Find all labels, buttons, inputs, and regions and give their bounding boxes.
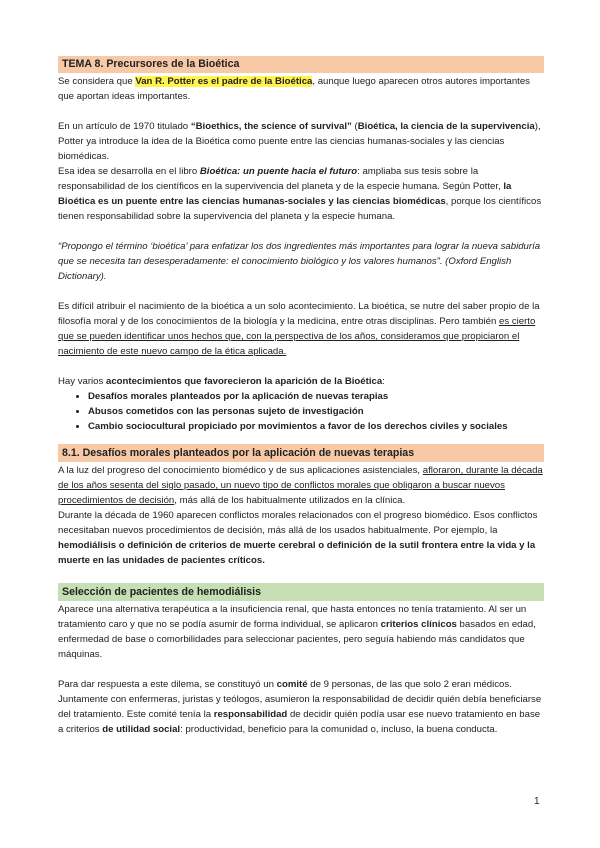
section-heading-tema8: TEMA 8. Precursores de la Bioética (58, 56, 544, 73)
text-run: Aparece una alternativa terapéutica a la insuficiencia renal, que hasta entonces no tenía tratamiento. Al ser un tratamiento caro y que no se podía asumir de forma individual, se aplicaron (58, 604, 527, 630)
underlined-text: afloraron, durante la década de los años sesenta del siglo pasado, un nuevo tipo de conflictos morales que obligaron a buscar nuevos procedimientos de decisión (58, 465, 543, 506)
text-run: Se considera que (58, 76, 136, 87)
page-number: 1 (534, 796, 540, 807)
text-run: Durante la década de 1960 aparecen conflictos morales relacionados con el progreso biomédico. Esos conflictos necesitaban nuevos procedimientos de decisión, más allá de los usados habitualmente. Por ejemplo, la (58, 510, 538, 536)
paragraph-origin (58, 299, 544, 359)
list-item: • Desafíos morales planteados por la aplicación de nuevas terapias (88, 389, 544, 404)
text-run: Hay varios (58, 376, 106, 387)
text-run: Es difícil atribuir el nacimiento de la bioética a un solo acontecimiento. La bioética, se nutre del saber propio de la filosofía moral y de los conocimientos de la biología y la medicina, entre otras disciplinas. Pero también (58, 301, 540, 327)
list-item: • Cambio sociocultural propiciado por movimientos a favor de los derechos civiles y sociales (88, 419, 544, 434)
quote-text: “Propongo el término ‘bioética’ para enfatizar los dos ingredientes más importantes para lograr la nueva sabiduría que se necesita tan desesperadamente: el conocimiento biológico y los valores humanos”. (Oxford English Dictionary). (58, 241, 541, 282)
text-run: Para dar respuesta a este dilema, se constituyó un (58, 679, 277, 690)
quote-paragraph (58, 239, 544, 284)
section-heading-8-1: 8.1. Desafíos morales planteados por la aplicación de nuevas terapias (58, 444, 544, 462)
spacer (58, 224, 544, 239)
spacer (58, 104, 544, 119)
bold-text: definición de criterios de muerte cerebral o definición de la sutil frontera entre la vida y la muerte en las unidades de pacientes críticos. (58, 540, 536, 566)
text-run: de 9 personas, de las que solo 2 eran médicos. Juntamente con enfermeras, juristas y teólogos, asumieron la responsabilidad de decidir quién debía beneficiarse del tratamiento. Este comité tenía la (58, 679, 542, 720)
document-page (58, 56, 544, 737)
bold-text: criterios clínicos (380, 619, 457, 630)
text-run: o (116, 540, 128, 551)
highlighted-text: Van R. Potter es el padre de la Bioética (135, 76, 313, 87)
text-run: , más allá de los habitualmente utilizados en la clínica. (174, 495, 406, 506)
text-run: , porque los científicos tienen responsabilidad sobre la supervivencia del planeta y la especie humana. (58, 196, 542, 222)
article-translation: Bioética, la ciencia de la supervivencia (357, 121, 535, 132)
underlined-text: es cierto que se pueden identificar unos hechos que, con la perspectiva de los años, consideramos que propiciaron el nacimiento de este nuevo campo de la ética aplicada. (58, 316, 536, 357)
bold-text: la Bioética es un puente entre las ciencias humanas-sociales y las ciencias biomédicas (58, 181, 512, 207)
bold-text: hemodiálisis (58, 540, 117, 551)
text-run: : productividad, beneficio para la comunidad o, incluso, la buena conducta. (180, 724, 498, 735)
bold-text: responsabilidad (213, 709, 288, 720)
article-title: “Bioethics, the science of survival” (190, 121, 352, 132)
list-item: • Abusos cometidos con las personas sujeto de investigación (88, 404, 544, 419)
paragraph-intro (58, 74, 544, 104)
bold-text: de utilidad social (102, 724, 181, 735)
paragraph-progress (58, 463, 544, 508)
text-run: basados en edad, enfermedad de base o comorbilidades para seleccionar pacientes, pero seguía habiendo más candidatos que máquinas. (58, 619, 536, 660)
spacer (58, 662, 544, 677)
text-run: ( (351, 121, 358, 132)
paragraph-book (58, 164, 544, 224)
paragraph-1960 (58, 508, 544, 568)
text-run: , aunque luego aparecen otros autores importantes que aportan ideas importantes. (58, 76, 530, 102)
paragraph-article (58, 119, 544, 164)
events-list (58, 389, 544, 434)
paragraph-committee (58, 677, 544, 737)
text-run: A la luz del progreso del conocimiento biomédico y de sus aplicaciones asistenciales, (58, 465, 423, 476)
text-run: : (382, 376, 385, 387)
bold-text: comité (276, 679, 308, 690)
section-heading-hemodialisis: Selección de pacientes de hemodiálisis (58, 583, 544, 601)
text-run: : ampliaba sus tesis sobre la responsabilidad de los científicos en la supervivencia del planeta y de la especie humana. Según Potter, (58, 166, 504, 192)
spacer (58, 359, 544, 374)
paragraph-renal (58, 602, 544, 662)
spacer (58, 284, 544, 299)
text-run: En un artículo de 1970 titulado (58, 121, 191, 132)
spacer (58, 434, 544, 444)
book-title: Bioética: un puente hacia el futuro (199, 166, 358, 177)
text-run: ), Potter ya introduce la idea de la Bioética como puente entre las ciencias humanas-sociales y las ciencias biomédicas. (58, 121, 541, 162)
spacer (58, 568, 544, 583)
text-run: Esa idea se desarrolla en el libro (58, 166, 200, 177)
paragraph-events (58, 374, 544, 389)
bold-text: acontecimientos que favorecieron la aparición de la Bioética (105, 376, 383, 387)
text-run: de decidir quién podía usar ese nuevo tratamiento en base a criterios (58, 709, 541, 735)
